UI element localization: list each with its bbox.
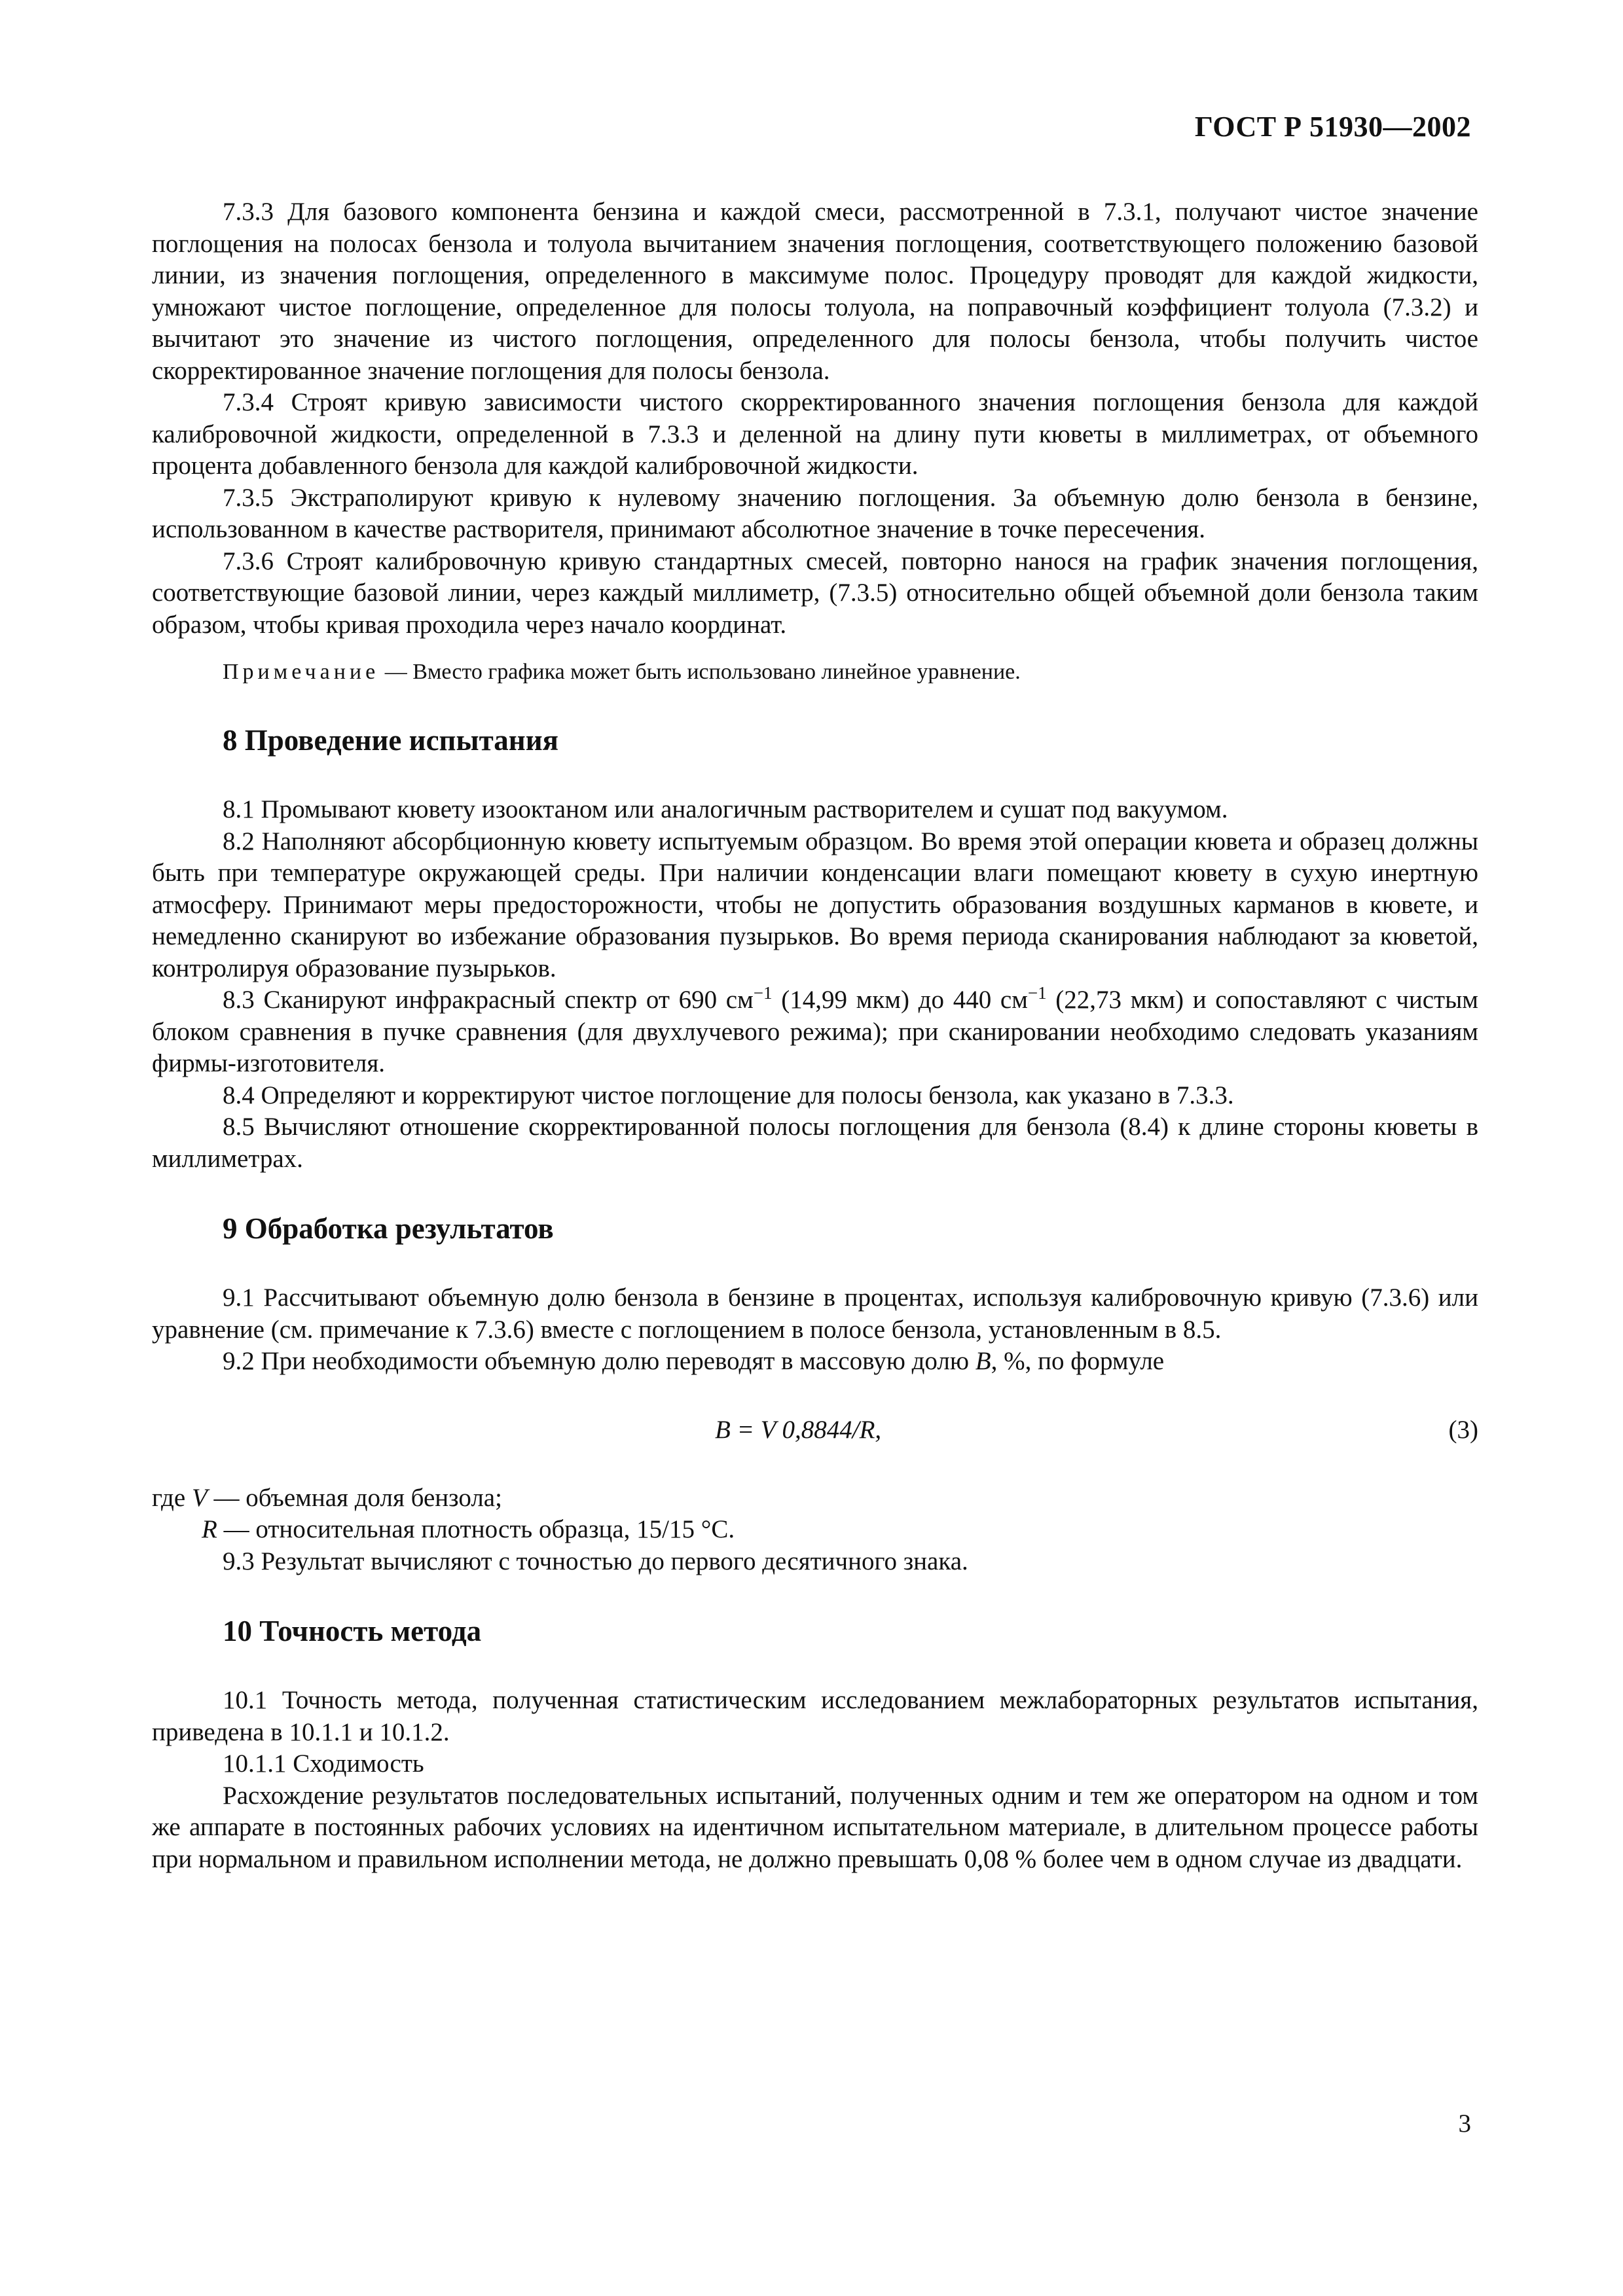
section-10-heading: 10 Точность метода xyxy=(223,1615,482,1647)
paragraph-8-3 xyxy=(152,984,1478,1080)
formula-row xyxy=(152,1414,1478,1446)
paragraph-8-4: 8.4 Определяют и корректируют чистое поглощение для полосы бензола, как указано в 7.3.3. xyxy=(223,1081,1234,1109)
superscript-minus-one: −1 xyxy=(753,983,773,1003)
paragraph-9-2-part-a: 9.2 При необходимости объемную долю переводят в массовую долю xyxy=(223,1347,976,1375)
symbol-r: R xyxy=(202,1515,217,1543)
paragraph-7-3-5: 7.3.5 Экстраполируют кривую к нулевому значению поглощения. За объемную долю бензола в бензине, использованном в качестве растворителя, принимают абсолютное значение в точке пересечения. xyxy=(152,483,1478,543)
superscript-minus-one: −1 xyxy=(1027,983,1047,1003)
section-8-heading: 8 Проведение испытания xyxy=(223,724,558,757)
where-r xyxy=(152,1514,1478,1546)
paragraph-9-2 xyxy=(152,1346,1478,1378)
paragraph-9-2-part-b: , %, по формуле xyxy=(991,1347,1165,1375)
paragraph-8-3-part-a: 8.3 Сканируют инфракрасный спектр от 690 см xyxy=(223,986,754,1014)
paragraph-7-3-3: 7.3.3 Для базового компонента бензина и каждой смеси, рассмотренной в 7.3.1, получают чистое значение поглощения на полосах бензола и толуола вычитанием значения поглощения, соответствующего положению базовой линии, из значения поглощения, определенного в максимуме полос. Процедуру проводят для каждой жидкости, умножают чистое поглощение, определенное для полосы толуола, на поправочный коэффициент толуола (7.3.2) и вычитают это значение из чистого поглощения, определенного для полосы бензола, чтобы получить чистое скорректированное значение поглощения для полосы бензола. xyxy=(152,198,1478,385)
symbol-v: V xyxy=(191,1483,208,1512)
document-body xyxy=(152,196,1478,1875)
paragraph-7-3-6: 7.3.6 Строят калибровочную кривую стандартных смесей, повторно нанося на график значения поглощения, соответствующие базовой линии, через каждый миллиметр, (7.3.5) относительно общей объемной доли бензола таким образом, чтобы кривая проходила через начало координат. xyxy=(152,547,1478,639)
formula: B = V 0,8844/R, xyxy=(715,1415,882,1444)
paragraph-8-2: 8.2 Наполняют абсорбционную кювету испытуемым образцом. Во время этой операции кювета и образец должны быть при температуре окружающей среды. При наличии конденсации влаги помещают кювету в сухую инертную атмосферу. Принимают меры предосторожности, чтобы не допустить образования воздушных карманов в кювете, и немедленно сканируют во избежание образования пузырьков. Во время периода сканирования наблюдают за кюветой, контролируя образование пузырьков. xyxy=(152,827,1478,982)
section-9-heading: 9 Обработка результатов xyxy=(223,1212,554,1245)
note-text: — Вместо графика может быть использовано линейное уравнение. xyxy=(379,660,1021,684)
paragraph-8-1: 8.1 Промывают кювету изооктаном или аналогичным растворителем и сушат под вакуумом. xyxy=(223,795,1228,823)
paragraph-9-1: 9.1 Рассчитывают объемную долю бензола в бензине в процентах, используя калибровочную кривую (7.3.6) или уравнение (см. примечание к 7.3.6) вместе с поглощением в полосе бензола, установленным в 8.5. xyxy=(152,1283,1478,1344)
variable-b: B xyxy=(975,1347,991,1375)
paragraph-10-1: 10.1 Точность метода, полученная статистическим исследованием межлабораторных результатов испытания, приведена в 10.1.1 и 10.1.2. xyxy=(152,1686,1478,1746)
paragraph-8-3-part-c: (22,73 мкм) и сопоставляют с чистым блоком сравнения в пучке сравнения (для двухлучевого режима); при сканировании необходимо следовать указаниям фирмы-изготовителя. xyxy=(152,986,1478,1077)
where-r-text: — относительная плотность образца, 15/15 °С. xyxy=(217,1515,735,1543)
where-v xyxy=(152,1482,1478,1515)
where-v-text: — объемная доля бензола; xyxy=(207,1483,502,1512)
note xyxy=(152,658,1478,687)
paragraph-10-1-1: 10.1.1 Сходимость xyxy=(223,1749,424,1778)
formula-number: (3) xyxy=(1448,1415,1478,1444)
standard-header: ГОСТ Р 51930—2002 xyxy=(1194,111,1471,143)
page-number: 3 xyxy=(1458,2109,1471,2138)
paragraph-10-1-1-text: Расхождение результатов последовательных испытаний, полученных одним и тем же оператором на одном и том же аппарате в постоянных рабочих условиях на идентичном испытательном материале, в длительном процессе работы при нормальном и правильном исполнении метода, не должно превышать 0,08 % более чем в одном случае из двадцати. xyxy=(152,1781,1478,1873)
paragraph-7-3-4: 7.3.4 Строят кривую зависимости чистого скорректированного значения поглощения бензола для каждой калибровочной жидкости, определенной в 7.3.3 и деленной на длину пути кюветы в миллиметрах, от объемного процента добавленного бензола для каждой калибровочной жидкости. xyxy=(152,388,1478,480)
paragraph-9-3: 9.3 Результат вычисляют с точностью до первого десятичного знака. xyxy=(223,1547,968,1575)
where-prefix: где xyxy=(152,1483,192,1512)
paragraph-8-5: 8.5 Вычисляют отношение скорректированной полосы поглощения для бензола (8.4) к длине стороны кюветы в миллиметрах. xyxy=(152,1113,1478,1173)
paragraph-8-3-part-b: (14,99 мкм) до 440 см xyxy=(772,986,1028,1014)
note-lead: Примечание xyxy=(223,660,380,684)
